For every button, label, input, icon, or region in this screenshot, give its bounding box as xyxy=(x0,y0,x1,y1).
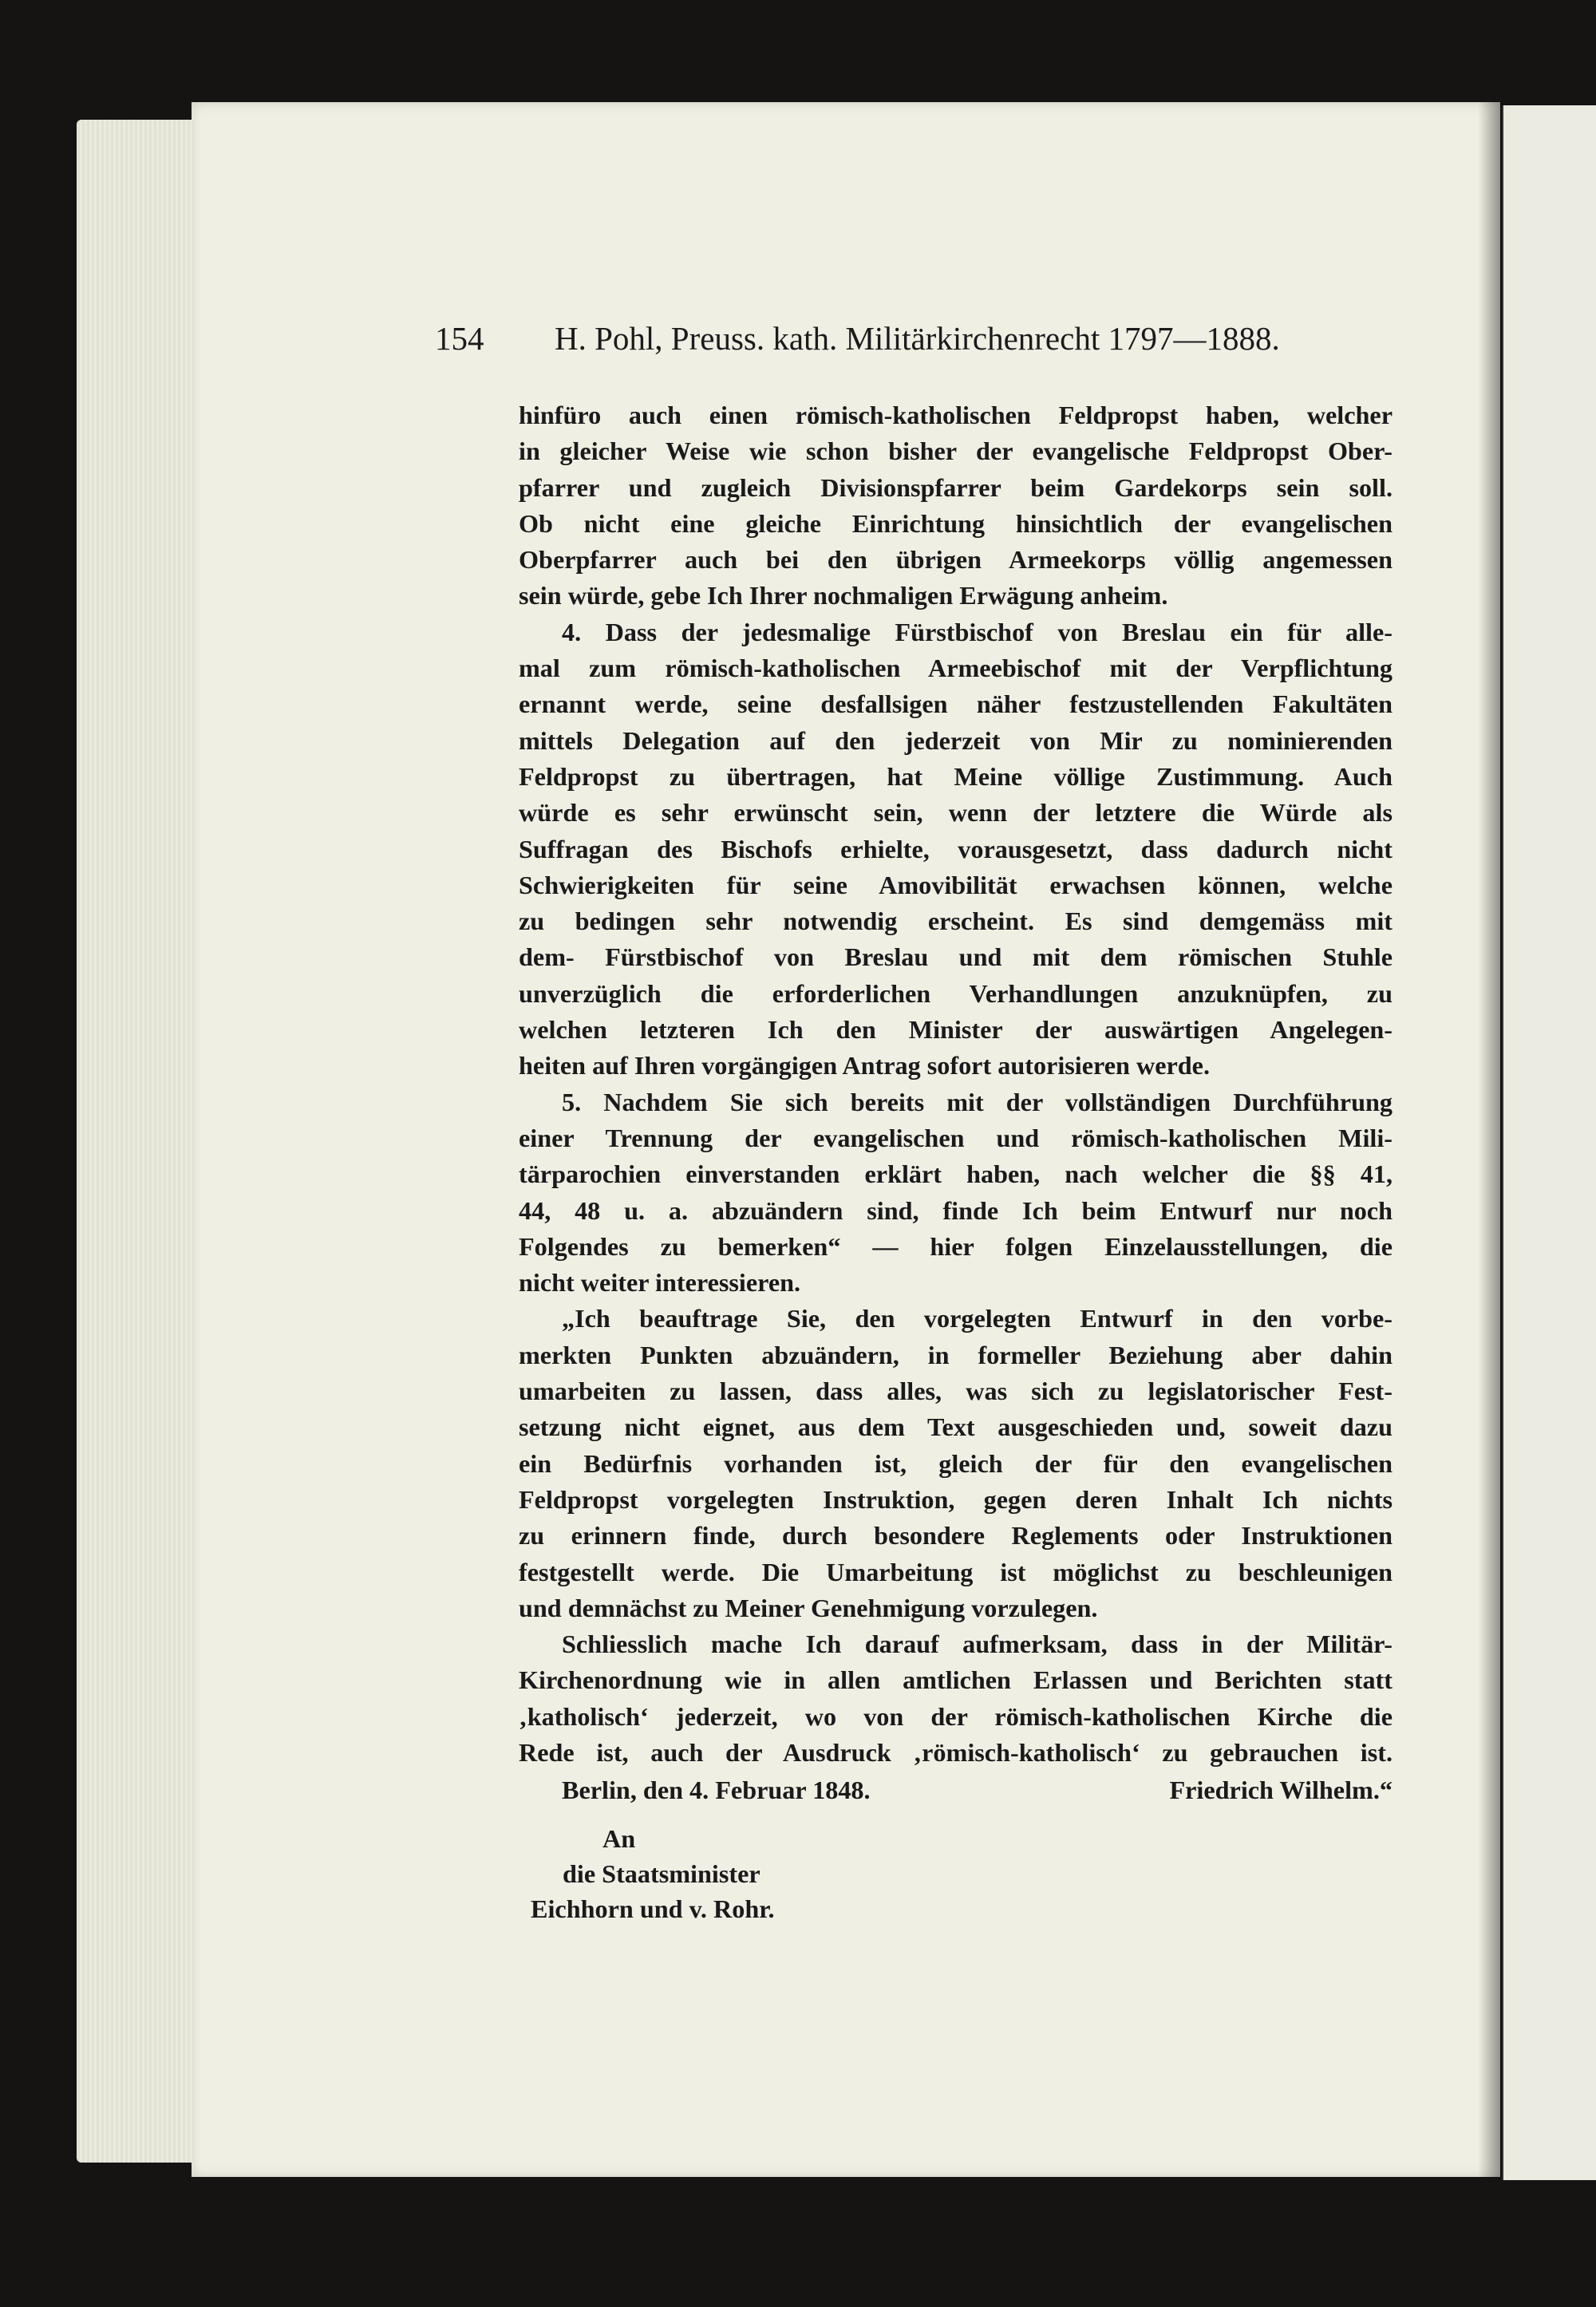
text-line: und demnächst zu Meiner Genehmigung vorzulegen. xyxy=(519,1593,1098,1622)
text-line: ernannt werde, seine desfallsigen näher festzustellenden Fakultäten xyxy=(519,689,1393,719)
running-title: H. Pohl, Preuss. kath. Militärkirchenrecht 1797—1888. xyxy=(555,320,1280,357)
text-line: setzung nicht eignet, aus dem Text ausgeschieden und, soweit dazu xyxy=(519,1412,1393,1442)
text-line: sein würde, gebe Ich Ihrer nochmaligen Erwägung anheim. xyxy=(519,581,1168,610)
page-number: 154 xyxy=(435,320,484,357)
text-line: 4. Dass der jedesmalige Fürstbischof von Breslau ein für alle- xyxy=(562,617,1393,646)
text-line: umarbeiten zu lassen, dass alles, was sich zu legislatorischer Fest- xyxy=(519,1377,1393,1406)
address-block xyxy=(519,1821,775,1926)
book-gutter xyxy=(1478,102,1502,2177)
text-line: ‚katholisch‘ jederzeit, wo von der römisch-katholischen Kirche die xyxy=(519,1701,1393,1731)
text-line: pfarrer und zugleich Divisionspfarrer beim Gardekorps sein soll. xyxy=(519,472,1393,502)
closing-date: Berlin, den 4. Februar 1848. xyxy=(562,1776,871,1805)
text-line: Feldpropst zu übertragen, hat Meine völlige Zustimmung. Auch xyxy=(519,761,1393,791)
text-line: Suffragan des Bischofs erhielte, vorausgesetzt, dass dadurch nicht xyxy=(519,834,1393,863)
closing-line xyxy=(519,1771,1393,1809)
text-line: Rede ist, auch der Ausdruck ‚römisch-katholisch‘ zu gebrauchen ist. xyxy=(519,1737,1393,1767)
text-line: festgestellt werde. Die Umarbeitung ist möglichst zu beschleunigen xyxy=(519,1557,1393,1586)
text-line: 44, 48 u. a. abzuändern sind, finde Ich beim Entwurf nur noch xyxy=(519,1195,1393,1225)
text-line: mittels Delegation auf den jederzeit von Mir zu nominierenden xyxy=(519,725,1393,755)
text-line: ein Bedürfnis vorhanden ist, gleich der für den evangelischen xyxy=(519,1448,1393,1478)
text-line: unverzüglich die erforderlichen Verhandlungen anzuknüpfen, zu xyxy=(519,978,1393,1008)
text-line: Schwierigkeiten für seine Amovibilität erwachsen können, welche xyxy=(519,870,1393,899)
text-line: zu erinnern finde, durch besondere Reglements oder Instruktionen xyxy=(519,1521,1393,1551)
text-line: tärparochien einverstanden erklärt haben, nach welcher die §§ 41, xyxy=(519,1159,1393,1189)
text-line: Ob nicht eine gleiche Einrichtung hinsichtlich der evangelischen xyxy=(519,508,1393,538)
text-line: 5. Nachdem Sie sich bereits mit der vollständigen Durchführung xyxy=(562,1087,1393,1116)
page-header xyxy=(435,319,1280,367)
text-line: würde es sehr erwünscht sein, wenn der letztere die Würde als xyxy=(519,798,1393,828)
text-line: Oberpfarrer auch bei den übrigen Armeekorps völlig angemessen xyxy=(519,545,1393,575)
text-line: dem- Fürstbischof von Breslau und mit dem römischen Stuhle xyxy=(519,942,1393,972)
body-text xyxy=(519,397,1393,1809)
text-line: einer Trennung der evangelischen und römisch-katholischen Mili- xyxy=(519,1123,1393,1152)
text-line: heiten auf Ihren vorgängigen Antrag sofort autorisieren werde. xyxy=(519,1051,1211,1080)
text-line: zu bedingen sehr notwendig erscheint. Es sind demgemäss mit xyxy=(519,907,1393,936)
text-line: „Ich beauftrage Sie, den vorgelegten Entwurf in den vorbe- xyxy=(562,1304,1393,1333)
text-line: Feldpropst vorgelegten Instruktion, gegen deren Inhalt Ich nichts xyxy=(519,1484,1393,1514)
text-line: welchen letzteren Ich den Minister der auswärtigen Angelegen- xyxy=(519,1015,1393,1045)
address-names: Eichhorn und v. Rohr. xyxy=(531,1894,775,1923)
closing-signature: Friedrich Wilhelm.“ xyxy=(1169,1776,1393,1805)
text-line: mal zum römisch-katholischen Armeebischof mit der Verpflichtung xyxy=(519,654,1393,683)
address-an: An xyxy=(602,1824,636,1853)
text-line: Schliesslich mache Ich darauf aufmerksam, dass in der Militär- xyxy=(562,1630,1393,1659)
text-line: in gleicher Weise wie schon bisher der evangelische Feldpropst Ober- xyxy=(519,437,1393,466)
text-line: Folgendes zu bemerken“ — hier folgen Einzelausstellungen, die xyxy=(519,1231,1393,1261)
text-line: nicht weiter interessieren. xyxy=(519,1268,801,1298)
text-line: merkten Punkten abzuändern, in formeller Beziehung aber dahin xyxy=(519,1340,1393,1369)
text-line: Kirchenordnung wie in allen amtlichen Erlassen und Berichten statt xyxy=(519,1665,1393,1695)
facing-page-edge xyxy=(1502,105,1596,2180)
text-line: hinfüro auch einen römisch-katholischen Feldpropst haben, welcher xyxy=(519,401,1393,429)
address-recipients: die Staatsminister xyxy=(563,1859,760,1888)
